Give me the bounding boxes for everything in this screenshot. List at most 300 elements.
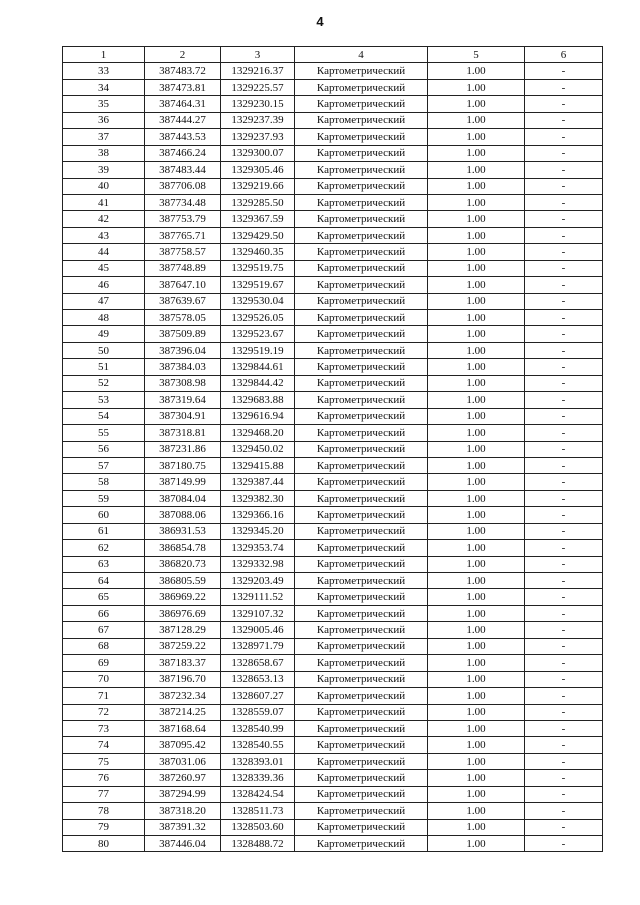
table-cell: -	[525, 688, 603, 704]
table-cell: 1329460.35	[221, 244, 295, 260]
table-cell: -	[525, 244, 603, 260]
table-row	[63, 474, 603, 490]
table-cell: -	[525, 819, 603, 835]
table-cell: 1.00	[428, 63, 525, 79]
table-row	[63, 408, 603, 424]
table-cell: 46	[63, 277, 145, 293]
table-cell: 52	[63, 375, 145, 391]
table-cell: 33	[63, 63, 145, 79]
table-cell: 1.00	[428, 342, 525, 358]
table-cell: 80	[63, 836, 145, 852]
table-cell: 1.00	[428, 474, 525, 490]
table-cell: 387391.32	[145, 819, 221, 835]
table-cell: 387639.67	[145, 293, 221, 309]
table-cell: 1329468.20	[221, 425, 295, 441]
table-cell: 1329230.15	[221, 96, 295, 112]
table-cell: 65	[63, 589, 145, 605]
table-cell: 1329519.75	[221, 260, 295, 276]
table-cell: -	[525, 408, 603, 424]
table-cell: 1329382.30	[221, 490, 295, 506]
table-cell: 1329285.50	[221, 194, 295, 210]
table-cell: 387758.57	[145, 244, 221, 260]
table-cell: 1329237.39	[221, 112, 295, 128]
table-row	[63, 523, 603, 539]
table-row	[63, 425, 603, 441]
table-header-row	[63, 47, 603, 63]
table-cell: 66	[63, 605, 145, 621]
table-cell: 1.00	[428, 737, 525, 753]
table-cell: 1.00	[428, 79, 525, 95]
table-cell: Картометрический	[295, 507, 428, 523]
table-row	[63, 836, 603, 852]
table-cell: 387706.08	[145, 178, 221, 194]
table-cell: -	[525, 359, 603, 375]
table-cell: 387149.99	[145, 474, 221, 490]
table-cell: 62	[63, 540, 145, 556]
table-cell: 36	[63, 112, 145, 128]
table-cell: 68	[63, 638, 145, 654]
table-cell: Картометрический	[295, 112, 428, 128]
table-cell: 1.00	[428, 720, 525, 736]
column-header: 5	[428, 47, 525, 63]
table-cell: 74	[63, 737, 145, 753]
table-cell: 1328339.36	[221, 770, 295, 786]
table-cell: 1.00	[428, 540, 525, 556]
table-cell: 1.00	[428, 162, 525, 178]
table-row	[63, 589, 603, 605]
table-cell: -	[525, 112, 603, 128]
table-cell: 386969.22	[145, 589, 221, 605]
table-cell: 1329107.32	[221, 605, 295, 621]
table-row	[63, 211, 603, 227]
table-cell: 34	[63, 79, 145, 95]
table-cell: 63	[63, 556, 145, 572]
table-cell: 387180.75	[145, 457, 221, 473]
table-cell: 41	[63, 194, 145, 210]
table-cell: -	[525, 556, 603, 572]
table-cell: -	[525, 753, 603, 769]
table-cell: Картометрический	[295, 573, 428, 589]
table-cell: 72	[63, 704, 145, 720]
table-cell: -	[525, 392, 603, 408]
table-cell: Картометрический	[295, 310, 428, 326]
table-cell: 1328540.55	[221, 737, 295, 753]
table-cell: 387196.70	[145, 671, 221, 687]
table-cell: -	[525, 96, 603, 112]
table-cell: 47	[63, 293, 145, 309]
table-cell: Картометрический	[295, 523, 428, 539]
table-row	[63, 671, 603, 687]
table-row	[63, 720, 603, 736]
table-cell: -	[525, 441, 603, 457]
table-cell: 1329519.19	[221, 342, 295, 358]
table-cell: 1329844.61	[221, 359, 295, 375]
table-cell: Картометрический	[295, 293, 428, 309]
table-cell: 73	[63, 720, 145, 736]
table-cell: -	[525, 589, 603, 605]
table-row	[63, 260, 603, 276]
table-cell: Картометрический	[295, 342, 428, 358]
table-cell: 1.00	[428, 671, 525, 687]
table-cell: 386805.59	[145, 573, 221, 589]
table-cell: -	[525, 310, 603, 326]
table-cell: 43	[63, 227, 145, 243]
table-cell: 1.00	[428, 145, 525, 161]
table-cell: Картометрический	[295, 96, 428, 112]
table-row	[63, 375, 603, 391]
table-cell: Картометрический	[295, 260, 428, 276]
table-cell: 387319.64	[145, 392, 221, 408]
table-cell: Картометрический	[295, 770, 428, 786]
column-header: 4	[295, 47, 428, 63]
table-cell: 58	[63, 474, 145, 490]
table-cell: -	[525, 507, 603, 523]
table-cell: -	[525, 622, 603, 638]
table-cell: 44	[63, 244, 145, 260]
table-cell: 59	[63, 490, 145, 506]
table-cell: 1328540.99	[221, 720, 295, 736]
table-row	[63, 162, 603, 178]
table-cell: 1.00	[428, 112, 525, 128]
page-number: 4	[316, 14, 324, 29]
table-cell: -	[525, 178, 603, 194]
table-cell: 67	[63, 622, 145, 638]
table-row	[63, 227, 603, 243]
table-cell: 1.00	[428, 178, 525, 194]
table-cell: 1329526.05	[221, 310, 295, 326]
table-cell: 387483.44	[145, 162, 221, 178]
table-cell: 387214.25	[145, 704, 221, 720]
table-cell: Картометрический	[295, 178, 428, 194]
table-cell: -	[525, 720, 603, 736]
table-cell: Картометрический	[295, 457, 428, 473]
table-cell: 1.00	[428, 803, 525, 819]
table-cell: 1.00	[428, 457, 525, 473]
table-cell: 387443.53	[145, 129, 221, 145]
table-cell: -	[525, 836, 603, 852]
table-cell: Картометрический	[295, 277, 428, 293]
table-cell: 1329844.42	[221, 375, 295, 391]
table-row	[63, 244, 603, 260]
table-cell: 1.00	[428, 310, 525, 326]
table-cell: Картометрический	[295, 375, 428, 391]
table-cell: 387444.27	[145, 112, 221, 128]
table-cell: 1329005.46	[221, 622, 295, 638]
table-cell: 40	[63, 178, 145, 194]
table-cell: 1329429.50	[221, 227, 295, 243]
table-cell: 387384.03	[145, 359, 221, 375]
table-cell: 387308.98	[145, 375, 221, 391]
table-cell: 1.00	[428, 753, 525, 769]
table-cell: 387734.48	[145, 194, 221, 210]
table-row	[63, 540, 603, 556]
table-cell: 386820.73	[145, 556, 221, 572]
table-cell: 387232.34	[145, 688, 221, 704]
table-cell: 1328393.01	[221, 753, 295, 769]
table-row	[63, 441, 603, 457]
table-row	[63, 129, 603, 145]
table-cell: 1.00	[428, 194, 525, 210]
table-cell: 1.00	[428, 441, 525, 457]
table-cell: 50	[63, 342, 145, 358]
table-row	[63, 194, 603, 210]
table-cell: 57	[63, 457, 145, 473]
table-cell: 1.00	[428, 211, 525, 227]
table-cell: Картометрический	[295, 753, 428, 769]
table-cell: 48	[63, 310, 145, 326]
table-cell: Картометрический	[295, 326, 428, 342]
table-row	[63, 359, 603, 375]
table-cell: 1329530.04	[221, 293, 295, 309]
table-cell: 1329111.52	[221, 589, 295, 605]
table-cell: 1329345.20	[221, 523, 295, 539]
table-cell: 1.00	[428, 326, 525, 342]
table-cell: 387466.24	[145, 145, 221, 161]
table-cell: 386976.69	[145, 605, 221, 621]
table-cell: 1329387.44	[221, 474, 295, 490]
table-cell: Картометрический	[295, 79, 428, 95]
table-cell: 387318.20	[145, 803, 221, 819]
table-cell: 387483.72	[145, 63, 221, 79]
table-cell: 387473.81	[145, 79, 221, 95]
table-cell: 1329353.74	[221, 540, 295, 556]
table-cell: 1.00	[428, 556, 525, 572]
table-cell: 387294.99	[145, 786, 221, 802]
table-row	[63, 737, 603, 753]
table-cell: -	[525, 457, 603, 473]
table-cell: Картометрический	[295, 129, 428, 145]
table-cell: -	[525, 671, 603, 687]
table-cell: 1329450.02	[221, 441, 295, 457]
table-row	[63, 145, 603, 161]
table-cell: 1328971.79	[221, 638, 295, 654]
table-cell: 1329415.88	[221, 457, 295, 473]
table-cell: Картометрический	[295, 408, 428, 424]
table-cell: 387095.42	[145, 737, 221, 753]
table-cell: -	[525, 211, 603, 227]
table-cell: 71	[63, 688, 145, 704]
table-cell: 1.00	[428, 227, 525, 243]
table-cell: 1.00	[428, 688, 525, 704]
table-row	[63, 96, 603, 112]
table-cell: Картометрический	[295, 359, 428, 375]
table-cell: 77	[63, 786, 145, 802]
table-cell: 1328511.73	[221, 803, 295, 819]
table-cell: 1329523.67	[221, 326, 295, 342]
table-cell: -	[525, 638, 603, 654]
table-cell: 1.00	[428, 638, 525, 654]
table-cell: Картометрический	[295, 162, 428, 178]
table-cell: Картометрический	[295, 737, 428, 753]
table-cell: 387088.06	[145, 507, 221, 523]
table-cell: -	[525, 260, 603, 276]
table-cell: Картометрический	[295, 803, 428, 819]
table-cell: 1.00	[428, 490, 525, 506]
table-cell: 1.00	[428, 129, 525, 145]
table-cell: 387168.64	[145, 720, 221, 736]
table-cell: 1328488.72	[221, 836, 295, 852]
table-row	[63, 605, 603, 621]
table-row	[63, 638, 603, 654]
table-cell: 1.00	[428, 573, 525, 589]
table-cell: 78	[63, 803, 145, 819]
table-cell: 387084.04	[145, 490, 221, 506]
table-cell: -	[525, 737, 603, 753]
table-row	[63, 655, 603, 671]
table-cell: -	[525, 293, 603, 309]
table-cell: Картометрический	[295, 786, 428, 802]
table-cell: -	[525, 227, 603, 243]
table-cell: 42	[63, 211, 145, 227]
table-cell: 76	[63, 770, 145, 786]
table-cell: 387259.22	[145, 638, 221, 654]
table-cell: 1.00	[428, 605, 525, 621]
table-cell: 387753.79	[145, 211, 221, 227]
table-cell: 1329305.46	[221, 162, 295, 178]
table-cell: -	[525, 129, 603, 145]
table-cell: Картометрический	[295, 638, 428, 654]
table-row	[63, 507, 603, 523]
table-cell: Картометрический	[295, 704, 428, 720]
table-cell: -	[525, 803, 603, 819]
table-row	[63, 79, 603, 95]
table-cell: 1.00	[428, 819, 525, 835]
table-cell: 60	[63, 507, 145, 523]
table-cell: -	[525, 145, 603, 161]
table-cell: -	[525, 375, 603, 391]
table-cell: 1.00	[428, 836, 525, 852]
table-cell: -	[525, 770, 603, 786]
table-row	[63, 326, 603, 342]
table-cell: -	[525, 540, 603, 556]
table-cell: 75	[63, 753, 145, 769]
table-cell: 1.00	[428, 244, 525, 260]
table-cell: -	[525, 342, 603, 358]
table-cell: Картометрический	[295, 227, 428, 243]
table-cell: 1.00	[428, 523, 525, 539]
table-cell: 1329225.57	[221, 79, 295, 95]
table-cell: -	[525, 474, 603, 490]
table-cell: -	[525, 605, 603, 621]
table-cell: Картометрический	[295, 490, 428, 506]
table-cell: 387509.89	[145, 326, 221, 342]
table-cell: 1.00	[428, 408, 525, 424]
table-cell: 55	[63, 425, 145, 441]
table-cell: 1328559.07	[221, 704, 295, 720]
table-cell: Картометрический	[295, 145, 428, 161]
table-cell: -	[525, 573, 603, 589]
table-row	[63, 112, 603, 128]
table-cell: 1328503.60	[221, 819, 295, 835]
table-cell: 1329332.98	[221, 556, 295, 572]
table-cell: Картометрический	[295, 819, 428, 835]
table-row	[63, 63, 603, 79]
table-cell: 49	[63, 326, 145, 342]
table-cell: Картометрический	[295, 605, 428, 621]
table-cell: -	[525, 277, 603, 293]
table-cell: 1.00	[428, 260, 525, 276]
table-cell: 387765.71	[145, 227, 221, 243]
table-cell: Картометрический	[295, 622, 428, 638]
table-cell: 39	[63, 162, 145, 178]
table-cell: -	[525, 425, 603, 441]
table-cell: 387396.04	[145, 342, 221, 358]
table-cell: -	[525, 490, 603, 506]
table-row	[63, 392, 603, 408]
table-cell: 1329237.93	[221, 129, 295, 145]
table-cell: -	[525, 786, 603, 802]
table-cell: Картометрический	[295, 425, 428, 441]
table-cell: 37	[63, 129, 145, 145]
table-cell: 387304.91	[145, 408, 221, 424]
table-cell: -	[525, 523, 603, 539]
table-row	[63, 277, 603, 293]
table-row	[63, 178, 603, 194]
table-cell: Картометрический	[295, 244, 428, 260]
table-row	[63, 688, 603, 704]
table-cell: 1329300.07	[221, 145, 295, 161]
table-row	[63, 490, 603, 506]
table-cell: Картометрический	[295, 474, 428, 490]
table-cell: 1328607.27	[221, 688, 295, 704]
column-header: 3	[221, 47, 295, 63]
table-cell: 1.00	[428, 277, 525, 293]
table-row	[63, 457, 603, 473]
table-cell: 1328658.67	[221, 655, 295, 671]
table-cell: 35	[63, 96, 145, 112]
table-row	[63, 819, 603, 835]
table-row	[63, 770, 603, 786]
table-row	[63, 786, 603, 802]
table-cell: 387464.31	[145, 96, 221, 112]
table-cell: -	[525, 704, 603, 720]
table-cell: 387748.89	[145, 260, 221, 276]
table-cell: 70	[63, 671, 145, 687]
coordinates-table	[62, 46, 603, 852]
table-cell: 1329216.37	[221, 63, 295, 79]
table-cell: Картометрический	[295, 671, 428, 687]
table-cell: -	[525, 655, 603, 671]
table-cell: 56	[63, 441, 145, 457]
table-cell: 1328424.54	[221, 786, 295, 802]
table-cell: 387318.81	[145, 425, 221, 441]
table-cell: 1329616.94	[221, 408, 295, 424]
table-cell: 51	[63, 359, 145, 375]
column-header: 6	[525, 47, 603, 63]
table-cell: 1329203.49	[221, 573, 295, 589]
table-row	[63, 753, 603, 769]
table-cell: Картометрический	[295, 688, 428, 704]
table-cell: 387446.04	[145, 836, 221, 852]
table-row	[63, 573, 603, 589]
column-header: 2	[145, 47, 221, 63]
table-cell: Картометрический	[295, 836, 428, 852]
table-cell: Картометрический	[295, 211, 428, 227]
column-header: 1	[63, 47, 145, 63]
table-cell: -	[525, 79, 603, 95]
table-row	[63, 803, 603, 819]
table-cell: 387647.10	[145, 277, 221, 293]
table-cell: 386931.53	[145, 523, 221, 539]
table-cell: 387260.97	[145, 770, 221, 786]
table-cell: -	[525, 194, 603, 210]
table-cell: 38	[63, 145, 145, 161]
table-cell: -	[525, 326, 603, 342]
table-row	[63, 310, 603, 326]
table-cell: 1.00	[428, 96, 525, 112]
table-cell: 1.00	[428, 507, 525, 523]
table-cell: 387031.06	[145, 753, 221, 769]
